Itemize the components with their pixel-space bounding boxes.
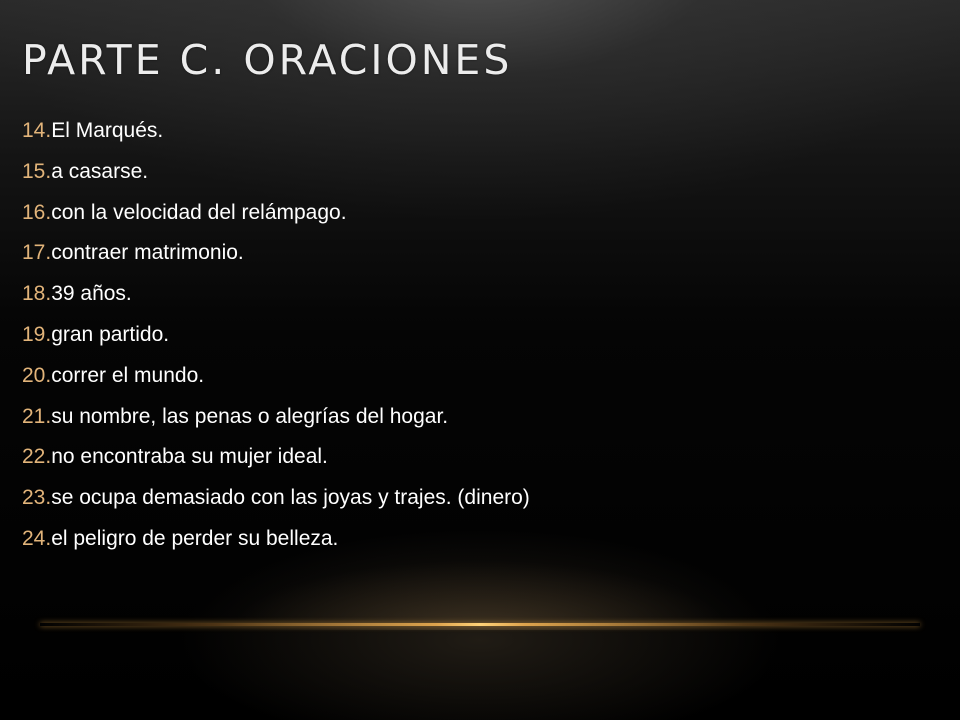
item-text: su nombre, las penas o alegrías del hogar.: [51, 404, 449, 428]
item-number: 23.: [22, 486, 52, 510]
slide-title: PARTE C. ORACIONES: [22, 36, 513, 84]
item-number: 17.: [22, 241, 52, 265]
list-item: [22, 233, 530, 274]
list-item: [22, 111, 530, 152]
item-number: 15.: [22, 159, 52, 183]
item-number: 16.: [22, 200, 52, 224]
list-item: [22, 397, 530, 438]
item-text: gran partido.: [51, 322, 170, 346]
list-item: [22, 193, 530, 234]
item-text: el peligro de perder su belleza.: [51, 526, 339, 550]
list-item: [22, 478, 530, 519]
item-number: 24.: [22, 526, 52, 550]
item-number: 14.: [22, 119, 52, 142]
list-item: [22, 152, 530, 193]
decorative-glow: [230, 560, 730, 630]
item-number: 19.: [22, 322, 52, 346]
item-text: se ocupa demasiado con las joyas y trajes. (dinero): [51, 486, 530, 510]
item-number: 22.: [22, 445, 52, 469]
list-item: [22, 315, 530, 356]
item-text: 39 años.: [51, 282, 132, 306]
list-item: [22, 437, 530, 478]
item-text: contraer matrimonio.: [51, 241, 244, 265]
item-text: no encontraba su mujer ideal.: [51, 445, 328, 469]
item-number: 21.: [22, 404, 52, 428]
list-item: [22, 274, 530, 315]
list-item: [22, 356, 530, 397]
item-text: a casarse.: [51, 159, 149, 183]
item-number: 18.: [22, 282, 52, 306]
item-text: El Marqués.: [51, 119, 164, 142]
answer-list: [22, 111, 530, 560]
item-text: con la velocidad del relámpago.: [51, 200, 347, 224]
list-item: [22, 519, 530, 560]
item-text: correr el mundo.: [51, 363, 205, 387]
decorative-divider: [40, 623, 920, 626]
item-number: 20.: [22, 363, 52, 387]
